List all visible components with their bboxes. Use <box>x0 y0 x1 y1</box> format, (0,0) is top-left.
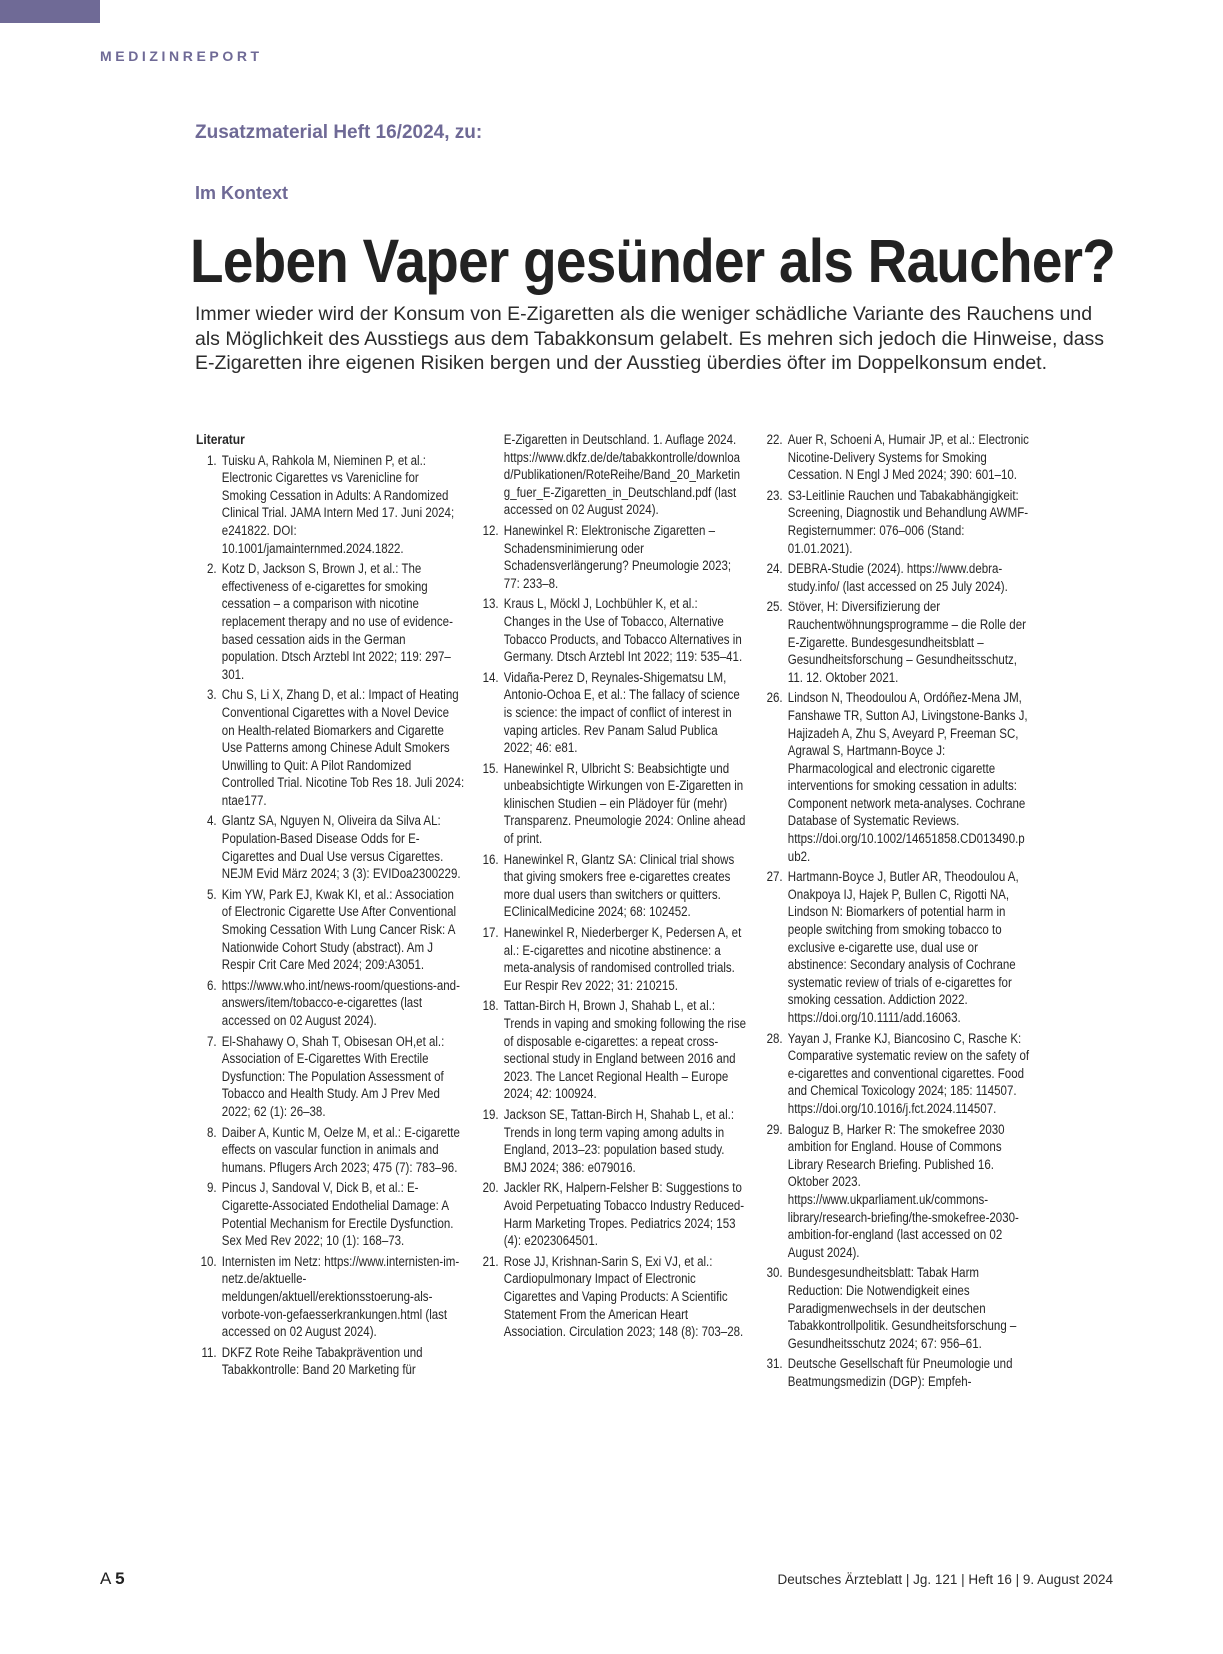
reference-item <box>196 452 464 558</box>
reference-text: Deutsche Gesellschaft für Pneumologie und Beatmungsmedizin (DGP): Empfeh- <box>787 1356 1013 1389</box>
references-column-1 <box>196 431 464 1382</box>
reference-item <box>196 1033 464 1121</box>
reference-number: 20. <box>482 1180 499 1196</box>
literature-heading: Literatur <box>196 431 245 447</box>
reference-text: Pincus J, Sandoval V, Dick B, et al.: E-Cigarette-Associated Endothelial Damage: A Potential Mechanism for Erectile Dysfunction. Sex Med Rev 2022; 10 (1): 168–73. <box>221 1180 454 1249</box>
reference-item <box>478 760 746 848</box>
reference-number: 2. <box>207 561 217 577</box>
reference-text: Glantz SA, Nguyen N, Oliveira da Silva AL: Population-Based Disease Odds for E-Cigarettes and Dual Use versus Cigarettes. NEJM Evid März 2024; 3 (3): EVIDoa2300229. <box>221 813 461 882</box>
reference-number: 1. <box>207 452 217 468</box>
reference-item <box>762 431 1030 484</box>
reference-number: 27. <box>766 869 783 885</box>
reference-number: 25. <box>766 599 783 615</box>
reference-text: Vidaña-Perez D, Reynales-Shigematsu LM, Antonio-Ochoa E, et al.: The fallacy of science is science: the impact of conflict of interest in vaping articles. Rev Panam Salud Publica 2022; 46: e81. <box>503 669 740 756</box>
reference-list-2 <box>478 522 746 1341</box>
reference-text: Hanewinkel R, Ulbricht S: Beabsichtigte und unbeabsichtigte Wirkungen von E-Zigaretten in klinischen Studien – ein Plädoyer für (mehr) Transparenz. Pneumologie 2024: Online ahead of print. <box>503 760 746 847</box>
reference-text: Internisten im Netz: https://www.internisten-im-netz.de/aktuelle-meldungen/aktuell/erektionsstoerung-als-vorbote-von-gefaesserkrankungen.html (last accessed on 02 August 2024). <box>221 1253 460 1340</box>
reference-continuation: E-Zigaretten in Deutschland. 1. Auflage 2024. https://www.dkfz.de/de/tabakkontrolle/download/Publikationen/RoteReihe/Band_20_Marketing_fuer_E-Zigaretten_in_Deutschland.pdf (last accessed on 02 August 2024). <box>503 432 741 518</box>
reference-text: Hanewinkel R, Glantz SA: Clinical trial shows that giving smokers free e-cigarettes creates more dual users than switchers or quitters. EClinicalMedicine 2024; 68: 102452. <box>503 851 735 920</box>
page-number-value: 5 <box>115 1569 125 1588</box>
reference-number: 26. <box>766 690 783 706</box>
reference-number: 3. <box>207 687 217 703</box>
reference-item <box>196 1253 464 1341</box>
reference-text: DKFZ Rote Reihe Tabakprävention und Tabakkontrolle: Band 20 Marketing für <box>221 1344 423 1378</box>
reference-text: El-Shahawy O, Shah T, Obisesan OH,et al.: Association of E-Cigarettes With Erectile Dysfunction: The Population Assessment of Tobacco and Health Study. Am J Prev Med 2022; 62 (1): 26–38. <box>221 1033 445 1119</box>
reference-number: 5. <box>207 886 217 902</box>
reference-number: 18. <box>482 998 499 1014</box>
reference-text: Lindson N, Theodoulou A, Ordóñez-Mena JM, Fanshawe TR, Sutton AJ, Livingstone-Banks J, Hajizadeh A, Zhu S, Aveyard P, Freeman SC, Agrawal S, Hartmann-Boyce J: Pharmacological and electronic cigarette interventions for smoking cessation in adults: Component network meta-analyses. Cochrane Database of Systematic Reviews. https://doi.org/10.1002/14651858.CD013490.pub2. <box>787 690 1028 864</box>
reference-item <box>478 1253 746 1341</box>
journal-info: Deutsches Ärzteblatt | Jg. 121 | Heft 16 | 9. August 2024 <box>777 1572 1113 1587</box>
reference-item <box>478 595 746 665</box>
kicker: Im Kontext <box>195 183 289 203</box>
reference-text: Baloguz B, Harker R: The smokefree 2030 ambition for England. House of Commons Library Research Briefing. Published 16. Oktober 2023. https://www.ukparliament.uk/commons-library/research-briefing/the-smokefree-2030-ambition-for-england (last accessed on 02 August 2024). <box>787 1121 1019 1260</box>
reference-number: 24. <box>766 561 783 577</box>
reference-number: 14. <box>482 669 499 685</box>
reference-text: Auer R, Schoeni A, Humair JP, et al.: Electronic Nicotine-Delivery Systems for Smoking Cessation. N Engl J Med 2024; 390: 601–10. <box>787 432 1029 483</box>
reference-item <box>196 1179 464 1249</box>
reference-number: 12. <box>482 522 499 538</box>
lead-paragraph: Immer wieder wird der Konsum von E-Zigaretten als die weniger schädliche Variante des Rauchens und als Möglichkeit des Ausstiegs aus dem Tabakkonsum gelabelt. Es mehren sich jedoch die Hinweise, dass E-Zigaretten ihre eigenen Risiken bergen und der Ausstieg überdies öfter im Doppelkonsum endet. <box>195 303 1105 374</box>
reference-item <box>762 1355 1030 1390</box>
reference-text: Tattan-Birch H, Brown J, Shahab L, et al.: Trends in vaping and smoking following the rise of disposable e-cigarettes: a repeat cross-sectional study in England between 2016 and 2023. The Lancet Regional Health – Europe 2024; 42: 100924. <box>503 998 746 1102</box>
reference-text: DEBRA-Studie (2024). https://www.debra-study.info/ (last accessed on 25 July 2024). <box>787 561 1008 594</box>
reference-text: Kraus L, Möckl J, Lochbühler K, et al.: Changes in the Use of Tobacco, Alternative Tobacco Products, and Tobacco Alternatives in Germany. Dtsch Arztebl Int 2022; 119: 535–41. <box>503 596 743 665</box>
reference-item <box>478 924 746 994</box>
page-prefix: A <box>100 1569 111 1588</box>
reference-text: Rose JJ, Krishnan-Sarin S, Exi VJ, et al.: Cardiopulmonary Impact of Electronic Cigarettes and Vaping Products: A Scientific Statement From the American Heart Association. Circulation 2023; 148 (8): 703–28. <box>503 1253 744 1340</box>
reference-item <box>196 1124 464 1177</box>
reference-text: Daiber A, Kuntic M, Oelze M, et al.: E-cigarette effects on vascular function in animals and humans. Pflugers Arch 2023; 475 (7): 783–96. <box>221 1124 460 1175</box>
reference-text: Chu S, Li X, Zhang D, et al.: Impact of Heating Conventional Cigarettes with a Novel Device on Health-related Biomarkers and Cigarette Use Patterns among Chinese Adult Smokers Unwilling to Quit: A Pilot Randomized Controlled Trial. Nicotine Tob Res 18. Juli 2024: ntae177. <box>221 687 465 808</box>
reference-number: 31. <box>766 1356 783 1372</box>
reference-item <box>196 560 464 683</box>
reference-number: 17. <box>482 925 499 941</box>
reference-number: 9. <box>207 1180 217 1196</box>
reference-text: Kim YW, Park EJ, Kwak KI, et al.: Association of Electronic Cigarette Use After Conventional Smoking Cessation With Lung Cancer Risk: A Nationwide Cohort Study (abstract). Am J Respir Crit Care Med 2024; 209:A3051. <box>221 886 457 973</box>
reference-item <box>478 851 746 921</box>
reference-item <box>478 1106 746 1176</box>
article-title: Leben Vaper gesünder als Raucher? <box>190 227 1116 295</box>
reference-text: Hartmann-Boyce J, Butler AR, Theodoulou A, Onakpoya IJ, Hajek P, Bullen C, Rigotti NA, Lindson N: Biomarkers of potential harm in people switching from smoking tobacco to exclusive e-cigarette use, dual use or abstinence: Secondary analysis of Cochrane systematic review of trials of e-cigarettes for smoking cessation. Addiction 2022. https://doi.org/10.1111/add.16063. <box>787 869 1019 1025</box>
section-color-tab <box>0 0 100 23</box>
reference-text: Stöver, H: Diversifizierung der Rauchentwöhnungsprogramme – die Rolle der E-Zigarette. Bundesgesundheitsblatt – Gesundheitsforschung – Gesundheitsschutz, 11. 12. Oktober 2021. <box>787 599 1026 685</box>
reference-item <box>196 686 464 809</box>
reference-number: 21. <box>482 1253 499 1269</box>
reference-number: 8. <box>207 1124 217 1140</box>
reference-number: 28. <box>766 1030 783 1046</box>
reference-text: Bundesgesundheitsblatt: Tabak Harm Reduction: Die Notwendigkeit eines Paradigmenwechsels in der deutschen Tabakkontrollpolitik. Gesundheitsforschung – Gesundheitsschutz 2024; 67: 956–61. <box>787 1265 1017 1351</box>
reference-number: 22. <box>766 432 783 447</box>
reference-number: 4. <box>207 813 217 829</box>
reference-number: 15. <box>482 760 499 776</box>
reference-number: 10. <box>200 1253 217 1269</box>
reference-number: 13. <box>482 596 499 612</box>
reference-number: 11. <box>201 1344 217 1360</box>
reference-text: Jackler RK, Halpern-Felsher B: Suggestions to Avoid Perpetuating Tobacco Industry Reduced-Harm Marketing Tropes. Pediatrics 2024; 153 (4): e2023064501. <box>503 1180 745 1249</box>
reference-number: 30. <box>766 1265 783 1281</box>
reference-text: S3-Leitlinie Rauchen und Tabakabhängigkeit: Screening, Diagnostik und Behandlung AWMF-Registernummer: 076–006 (Stand: 01.01.2021). <box>787 487 1029 556</box>
reference-number: 6. <box>207 977 217 993</box>
reference-item <box>762 1030 1030 1118</box>
reference-item <box>478 1179 746 1249</box>
references-column-2 <box>478 431 746 1344</box>
reference-text: Jackson SE, Tattan-Birch H, Shahab L, et al.: Trends in long term vaping among adults in England, 2013–23: population based study. BMJ 2024; 386: e079016. <box>503 1106 735 1175</box>
reference-text: https://www.who.int/news-room/questions-and-answers/item/tobacco-e-cigarettes (last accessed on 02 August 2024). <box>221 977 460 1028</box>
reference-text: Kotz D, Jackson S, Brown J, et al.: The effectiveness of e-cigarettes for smoking cessation – a comparison with nicotine replacement therapy and no use of evidence-based cessation aids in the German population. Dtsch Arztebl Int 2022; 119: 297–301. <box>221 561 453 682</box>
reference-item <box>196 812 464 882</box>
page-number <box>100 1569 125 1589</box>
reference-item <box>762 689 1030 865</box>
reference-item <box>762 1121 1030 1262</box>
reference-list-1 <box>196 452 464 1379</box>
reference-number: 19. <box>482 1106 499 1122</box>
reference-number: 23. <box>766 487 783 503</box>
reference-number: 16. <box>482 851 499 867</box>
reference-item <box>762 560 1030 595</box>
reference-item <box>762 487 1030 557</box>
reference-item <box>762 1264 1030 1352</box>
references-column-3 <box>762 431 1030 1393</box>
reference-item <box>196 977 464 1030</box>
reference-item <box>762 868 1030 1026</box>
section-label: MEDIZINREPORT <box>100 48 263 64</box>
reference-item <box>478 522 746 592</box>
reference-item <box>762 598 1030 686</box>
reference-item <box>478 997 746 1103</box>
reference-text: Hanewinkel R: Elektronische Zigaretten – Schadensminimierung oder Schadensverlängerung? Pneumologie 2023; 77: 233–8. <box>503 522 732 591</box>
reference-text: Tuisku A, Rahkola M, Nieminen P, et al.: Electronic Cigarettes vs Varenicline for Smoking Cessation in Adults: A Randomized Clinical Trial. JAMA Intern Med 17. Juni 2024; e241822. DOI: 10.1001/jamainternmed.2024.1822. <box>221 452 455 556</box>
reference-list-3 <box>762 431 1030 1390</box>
reference-number: 7. <box>207 1033 217 1049</box>
reference-item <box>196 1344 464 1379</box>
reference-text: Yayan J, Franke KJ, Biancosino C, Rasche K: Comparative systematic review on the safety of e-cigarettes and conventional cigarettes. Food and Chemical Toxicology 2024; 185: 114507. https://doi.org/10.1016/j.fct.2024.114507. <box>787 1030 1030 1116</box>
supplement-note: Zusatzmaterial Heft 16/2024, zu: <box>195 122 483 143</box>
reference-item <box>478 669 746 757</box>
reference-text: Hanewinkel R, Niederberger K, Pedersen A, et al.: E-cigarettes and nicotine abstinence: a meta-analysis of randomised controlled trials. Eur Respir Rev 2022; 31: 210215. <box>503 925 742 993</box>
reference-number: 29. <box>766 1121 783 1137</box>
reference-item <box>196 886 464 974</box>
